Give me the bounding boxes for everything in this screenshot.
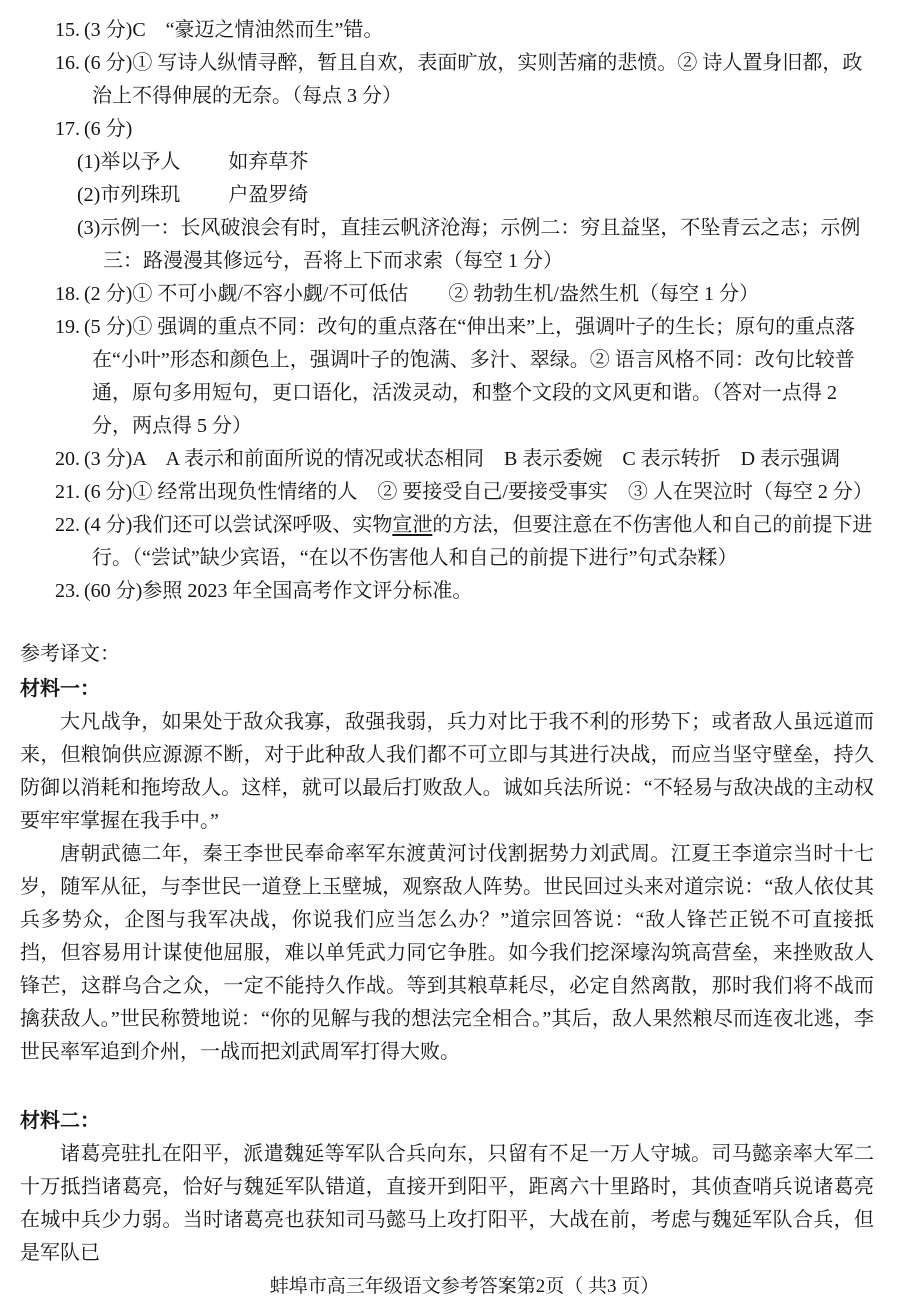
blank-answer: 如弃草芥	[228, 151, 309, 173]
material-1-paragraph-2: 唐朝武德二年，秦王李世民奉命率军东渡黄河讨伐割据势力刘武周。江夏王李道宗当时十七岁，随军从征，与李世民一道登上玉壁城，观察敌人阵势。世民回过头来对道宗说：“敌人依仗其兵多势众，企图与我军决战，你说我们应当怎么办？”道宗回答说：“敌人锋芒正锐不可直接抵挡，但容易用计谋使他屈服，难以单凭武力同它争胜。如今我们挖深壕沟筑高营垒，来挫败敌人锋芒，这群乌合之众，一定不能持久作战。等到其粮草耗尽，必定自然离散，那时我们将不战而擒获敌人。”世民称赞地说：“你的见解与我的想法完全相合。”其后，敌人果然粮尽而连夜北逃，李世民率军追到介州，一战而把刘武周军打得大败。	[20, 843, 874, 1063]
blank-answer: 户盈罗绮	[228, 184, 309, 206]
answer-17-sub-3	[77, 212, 874, 278]
answer-17-sub-2	[77, 179, 874, 212]
answer-text: (60 分)参照 2023 年全国高考作文评分标准。	[84, 580, 473, 602]
answer-number: 23.	[55, 580, 80, 602]
answer-number: 15.	[55, 19, 80, 41]
answer-number: 17.	[55, 118, 80, 140]
answer-number: 18.	[55, 283, 80, 305]
answer-item-16	[55, 47, 874, 113]
blank-answer: (3)示例一：长风破浪会有时，直挂云帆济沧海；示例二：穷且益坚，不坠青云之志；示例三：路漫漫其修远兮，吾将上下而求索（每空 1 分）	[77, 217, 861, 272]
answer-item-15	[55, 14, 874, 47]
answer-item-20	[55, 443, 874, 476]
answer-item-22	[55, 509, 874, 575]
blank-answer: (1)举以予人	[77, 151, 181, 173]
answer-item-17	[55, 113, 874, 146]
answer-17-sub-1	[77, 146, 874, 179]
underlined-term: 宣泄	[392, 514, 433, 536]
material-2-heading: 材料二：	[20, 1110, 100, 1132]
answer-item-21	[55, 476, 874, 509]
answer-text: (6 分)① 写诗人纵情寻醉，暂且自欢，表面旷放，实则苦痛的悲愤。② 诗人置身旧都，政治上不得伸展的无奈。（每点 3 分）	[84, 52, 863, 107]
page-footer: 蚌埠市高三年级语文参考答案第2页（ 共3 页）	[269, 1276, 660, 1297]
answer-text: (3 分)C “豪迈之情油然而生”错。	[84, 19, 384, 41]
answer-number: 19.	[55, 316, 80, 338]
answer-text: (2 分)① 不可小觑/不容小觑/不可低估 ② 勃勃生机/盎然生机（每空 1 分）	[84, 283, 759, 305]
answer-item-18	[55, 278, 874, 311]
answer-text: (6 分)	[84, 118, 133, 140]
reference-translation-section	[20, 638, 874, 1270]
answer-number: 22.	[55, 514, 80, 536]
answer-item-23	[55, 575, 874, 608]
answer-text: (5 分)① 强调的重点不同：改句的重点落在“伸出来”上，强调叶子的生长；原句的重点落在“小叶”形态和颜色上，强调叶子的饱满、多汁、翠绿。② 语言风格不同：改句比较普通，原句多用短句，更口语化，活泼灵动，和整个文段的文风更和谐。（答对一点得 2 分，两点得 5 分）	[84, 316, 856, 437]
material-1-paragraph-1: 大凡战争，如果处于敌众我寡，敌强我弱，兵力对比于我不利的形势下；或者敌人虽远道而来，但粮饷供应源源不断，对于此种敌人我们都不可立即与其进行决战，而应当坚守壁垒，持久防御以消耗和拖垮敌人。这样，就可以最后打败敌人。诚如兵法所说：“不轻易与敌决战的主动权要牢牢掌握在我手中。”	[20, 711, 874, 832]
answer-text: 的方法，但要注意在不伤害他人和自己的前提下进行。（“尝试”缺少宾语，“在以不伤害他人和自己的前提下进行”句式杂糅）	[92, 514, 873, 569]
translation-title: 参考译文：	[20, 643, 120, 665]
answer-number: 16.	[55, 52, 80, 74]
answer-number: 20.	[55, 448, 80, 470]
material-2-paragraph-1: 诸葛亮驻扎在阳平，派遣魏延等军队合兵向东，只留有不足一万人守城。司马懿亲率大军二十万抵挡诸葛亮，恰好与魏延军队错道，直接开到阳平，距离六十里路时，其侦查哨兵说诸葛亮在城中兵少力弱。当时诸葛亮也获知司马懿马上攻打阳平，大战在前，考虑与魏延军队合兵，但是军队已	[20, 1143, 874, 1264]
answer-item-19	[55, 311, 874, 443]
answer-number: 21.	[55, 481, 80, 503]
answer-text: (6 分)① 经常出现负性情绪的人 ② 要接受自己/要接受事实 ③ 人在哭泣时（每空 2 分）	[84, 481, 873, 503]
answer-text: (3 分)A A 表示和前面所说的情况或状态相同 B 表示委婉 C 表示转折 D 表示强调	[84, 448, 841, 470]
material-1-heading: 材料一：	[20, 678, 100, 700]
blank-answer: (2)市列珠玑	[77, 184, 181, 206]
answer-text: (4 分)我们还可以尝试深呼吸、实物	[84, 514, 393, 536]
